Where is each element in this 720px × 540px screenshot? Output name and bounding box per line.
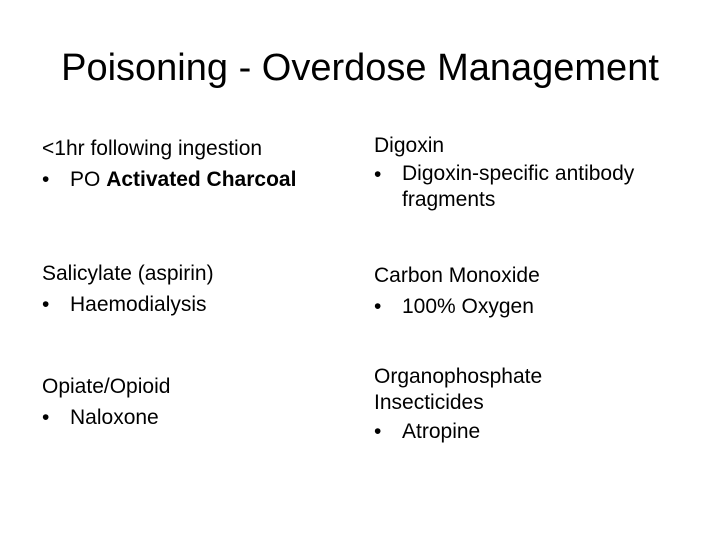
charcoal-section	[42, 133, 342, 195]
bullet-text: PO	[70, 168, 107, 191]
bullet-icon: •	[374, 295, 382, 318]
bullet-icon: •	[42, 293, 50, 316]
bullet-icon: •	[374, 420, 382, 443]
section-heading: Opiate/Opioid	[42, 375, 171, 398]
bullet-text: Haemodialysis	[70, 293, 207, 316]
section-heading: Salicylate (aspirin)	[42, 262, 214, 285]
section-heading: Organophosphate	[374, 365, 543, 388]
bullet-item	[42, 164, 342, 195]
bullet-item	[374, 416, 694, 447]
organophosphate-section	[374, 364, 694, 447]
section-heading: Digoxin	[374, 134, 445, 157]
bullet-item	[374, 161, 694, 213]
bullet-text-bold: Activated Charcoal	[106, 168, 297, 191]
opioid-section	[42, 371, 342, 433]
carbon-monoxide-section	[374, 260, 694, 322]
bullet-text: Digoxin-specific antibody	[402, 162, 635, 185]
bullet-item	[42, 402, 342, 433]
bullet-text: Naloxone	[70, 406, 159, 429]
bullet-icon: •	[42, 168, 50, 191]
bullet-text: Atropine	[402, 420, 481, 443]
bullet-icon: •	[42, 406, 50, 429]
bullet-icon: •	[374, 163, 382, 186]
section-heading: <1hr following ingestion	[42, 137, 263, 160]
section-heading-continued: Insecticides	[374, 391, 484, 414]
bullet-text: 100% Oxygen	[402, 295, 534, 318]
slide-title: Poisoning - Overdose Management	[61, 47, 659, 89]
bullet-item	[374, 291, 694, 322]
digoxin-section	[374, 130, 694, 213]
section-heading: Carbon Monoxide	[374, 264, 540, 287]
bullet-item	[42, 289, 342, 320]
bullet-text-continued: fragments	[402, 188, 496, 211]
salicylate-section	[42, 258, 342, 320]
